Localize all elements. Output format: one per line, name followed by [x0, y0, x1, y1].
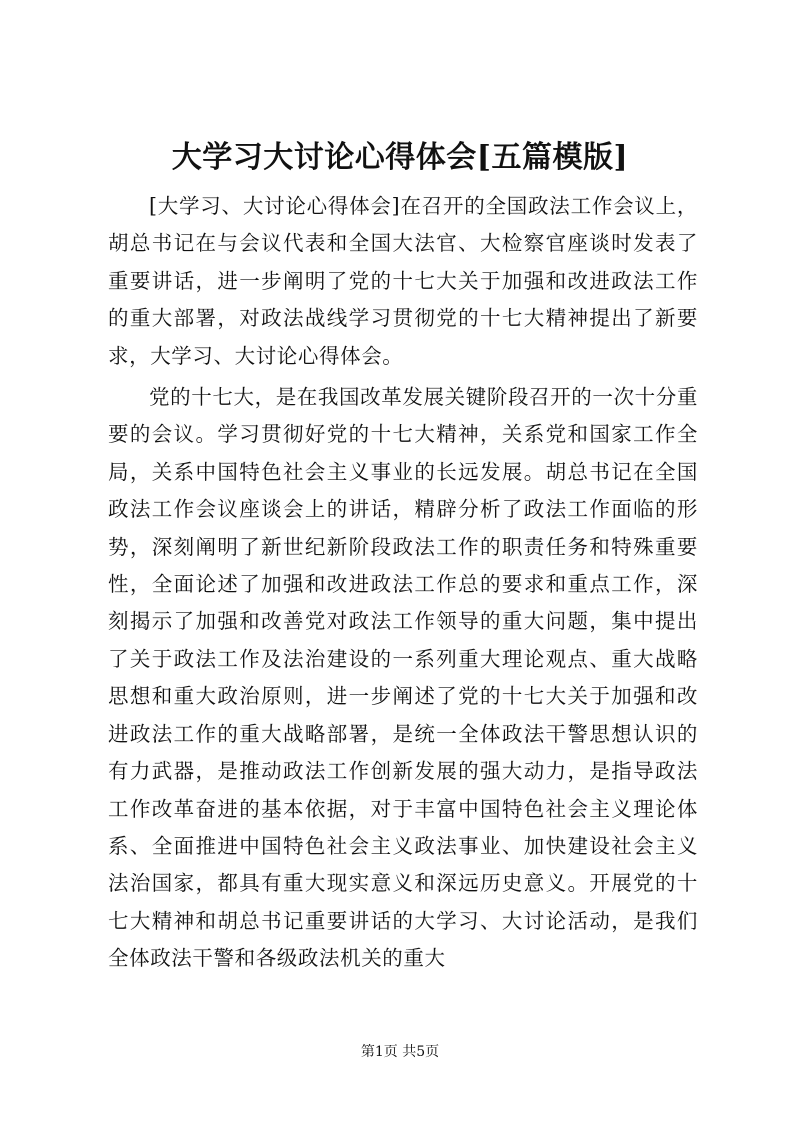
paragraph-1: [大学习、大讨论心得体会]在召开的全国政法工作会议上，胡总书记在与会议代表和全国大法官、大检察官座谈时发表了重要讲话，进一步阐明了党的十七大关于加强和改进政法工作的重大部署，对政法战线学习贯彻党的十七大精神提出了新要求，大学习、大讨论心得体会。: [108, 194, 698, 368]
document-title: 大学习大讨论心得体会[五篇模版]: [171, 140, 629, 175]
document-body: [108, 188, 698, 978]
page-footer: 第1页 共5页: [360, 1044, 440, 1060]
paragraph-2: 党的十七大，是在我国改革发展关键阶段召开的一次十分重要的会议。学习贯彻好党的十七大精神，关系党和国家工作全局，关系中国特色社会主义事业的长远发展。胡总书记在全国政法工作会议座谈会上的讲话，精辟分析了政法工作面临的形势，深刻阐明了新世纪新阶段政法工作的职责任务和特殊重要性，全面论述了加强和改进政法工作总的要求和重点工作，深刻揭示了加强和改善党对政法工作领导的重大问题，集中提出了关于政法工作及法治建设的一系列重大理论观点、重大战略思想和重大政治原则，进一步阐述了党的十七大关于加强和改进政法工作的重大战略部署，是统一全体政法干警思想认识的有力武器，是推动政法工作创新发展的强大动力，是指导政法工作改革奋进的基本依据，对于丰富中国特色社会主义理论体系、全面推进中国特色社会主义政法事业、加快建设社会主义法治国家，都具有重大现实意义和深远历史意义。开展党的十七大精神和胡总书记重要讲话的大学习、大讨论活动，是我们全体政法干警和各级政法机关的重大: [108, 385, 698, 971]
